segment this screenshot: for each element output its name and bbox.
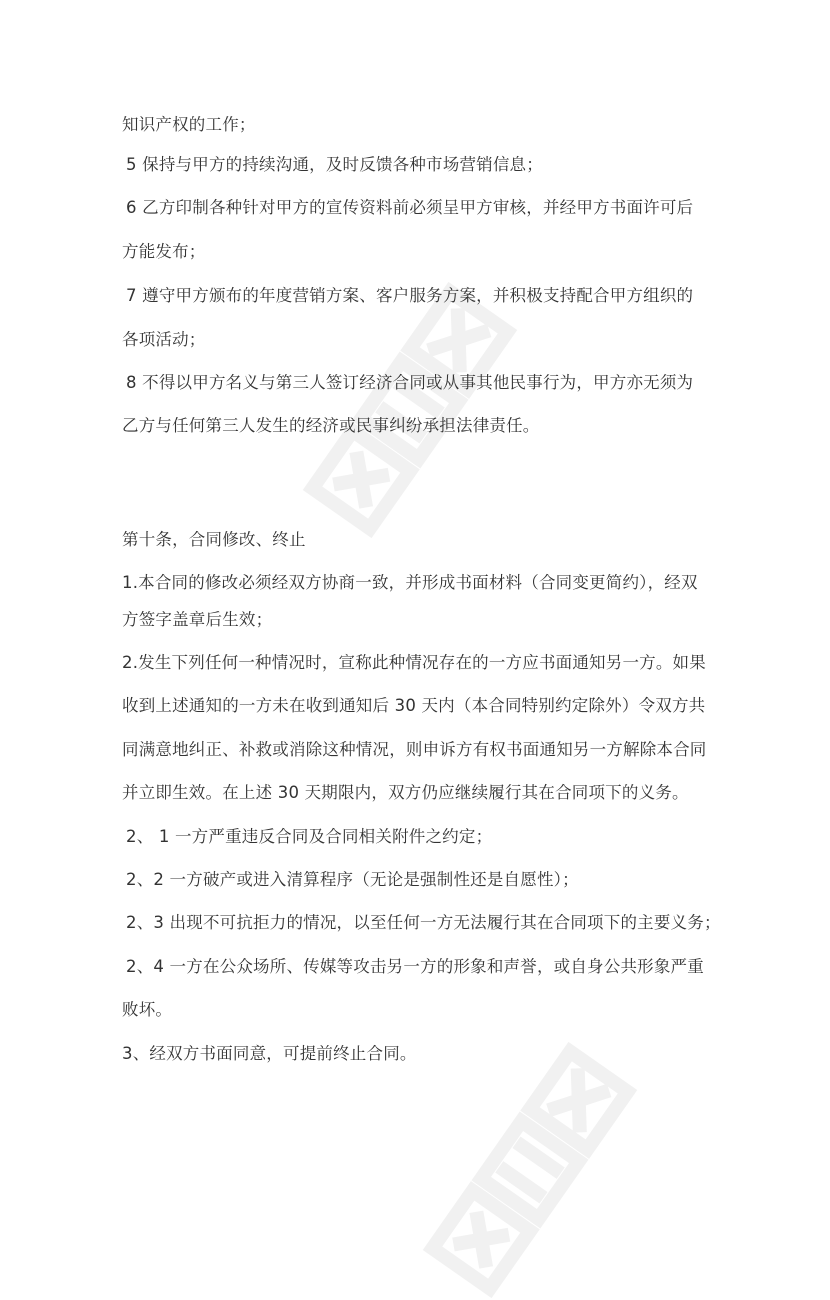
doc-line: 2、 1 一方严重违反合同及合同相关附件之约定； bbox=[126, 827, 493, 846]
doc-line: 乙方与任何第三人发生的经济或民事纠纷承担法律责任。 bbox=[122, 416, 540, 435]
doc-line: 2、2 一方破产或进入清算程序（无论是强制性还是自愿性）； bbox=[126, 870, 579, 889]
watermark bbox=[400, 1040, 660, 1300]
doc-line: 知识产权的工作； bbox=[122, 115, 256, 134]
doc-line: 2、4 一方在公众场所、传媒等攻击另一方的形象和声誉，或自身公共形象严重 bbox=[126, 957, 704, 976]
doc-line: 3、经双方书面同意，可提前终止合同。 bbox=[122, 1044, 417, 1063]
doc-line: 2.发生下列任何一种情况时，宣称此种情况存在的一方应书面通知另一方。如果 bbox=[122, 653, 706, 672]
doc-line: 7 遵守甲方颁布的年度营销方案、客户服务方案，并积极支持配合甲方组织的 bbox=[126, 286, 694, 305]
doc-line: 方签字盖章后生效； bbox=[122, 610, 273, 629]
doc-line: 各项活动； bbox=[122, 330, 206, 349]
doc-line: 8 不得以甲方名义与第三人签订经济合同或从事其他民事行为，甲方亦无须为 bbox=[126, 373, 694, 392]
section-heading: 第十条，合同修改、终止 bbox=[122, 530, 306, 549]
doc-line: 收到上述通知的一方未在收到通知后 30 天内（本合同特别约定除外）令双方共 bbox=[122, 696, 706, 715]
doc-line: 6 乙方印制各种针对甲方的宣传资料前必须呈甲方审核，并经甲方书面许可后 bbox=[126, 198, 694, 217]
watermark bbox=[280, 280, 540, 540]
doc-line: 2、3 出现不可抗拒力的情况，以至任何一方无法履行其在合同项下的主要义务； bbox=[126, 913, 721, 932]
doc-line: 方能发布； bbox=[122, 242, 206, 261]
doc-line: 败坏。 bbox=[122, 1000, 173, 1019]
doc-line: 同满意地纠正、补救或消除这种情况，则申诉方有权书面通知另一方解除本合同 bbox=[122, 740, 707, 759]
doc-line: 5 保持与甲方的持续沟通，及时反馈各种市场营销信息； bbox=[126, 155, 543, 174]
doc-line: 并立即生效。在上述 30 天期限内，双方仍应继续履行其在合同项下的义务。 bbox=[122, 783, 689, 802]
doc-line: 1.本合同的修改必须经双方协商一致，并形成书面材料（合同变更简约），经双 bbox=[122, 573, 698, 592]
